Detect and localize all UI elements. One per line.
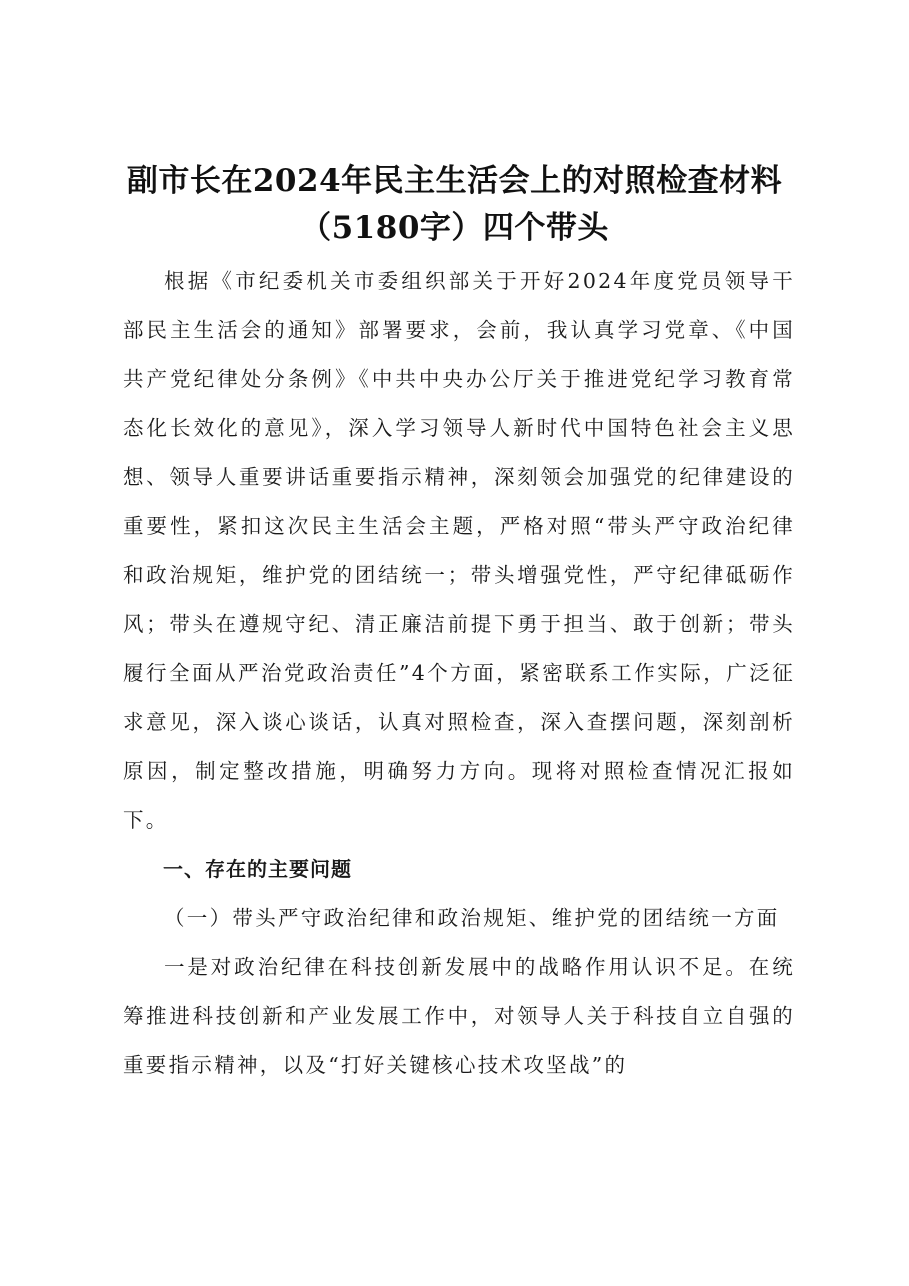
body-paragraph: 一是对政治纪律在科技创新发展中的战略作用认识不足。在统筹推进科技创新和产业发展工作中，对领导人关于科技自立自强的重要指示精神，以及“打好关键核心技术攻坚战”的 (123, 955, 795, 1077)
intro-paragraph: 根据《市纪委机关市委组织部关于开好2024年度党员领导干部民主生活会的通知》部署要求，会前，我认真学习党章、《中国共产党纪律处分条例》《中共中央办公厅关于推进党纪学习教育常态化长效化的意见》，深入学习领导人新时代中国特色社会主义思想、领导人重要讲话重要指示精神，深刻领会加强党的纪律建设的重要性，紧扣这次民主生活会主题，严格对照“带头严守政治纪律和政治规矩，维护党的团结统一；带头增强党性，严守纪律砥砺作风；带头在遵规守纪、清正廉洁前提下勇于担当、敢于创新；带头履行全面从严治党政治责任”4个方面，紧密联系工作实际，广泛征求意见，深入谈心谈话，认真对照检查，深入查摆问题，深刻剖析原因，制定整改措施，明确努力方向。现将对照检查情况汇报如下。 (123, 269, 795, 832)
section-heading: 一、存在的主要问题 (163, 857, 352, 881)
subsection-heading: （一）带头严守政治纪律和政治规矩、维护党的团结统一方面 (164, 906, 780, 930)
document-body (123, 257, 795, 1090)
document-title: 副市长在2024年民主生活会上的对照检查材料（5180字）四个带头 (126, 163, 783, 246)
